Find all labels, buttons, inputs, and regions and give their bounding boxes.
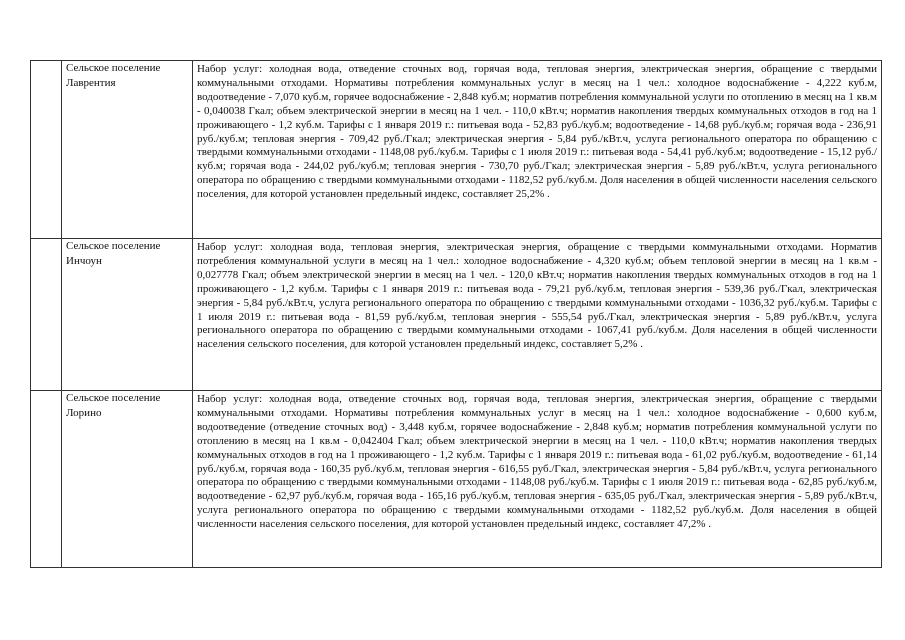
settlement-cell bbox=[62, 239, 193, 391]
settlements-table bbox=[30, 60, 882, 568]
description-cell bbox=[193, 391, 882, 568]
settlement-name: Сельское поселение Лорино bbox=[66, 392, 161, 419]
settlement-description: Набор услуг: холодная вода, отведение сточных вод, горячая вода, тепловая энергия, электрическая энергия, обращение с твердыми коммунальными отходами. Нормативы потребления коммунальных услуг в месяц на 1 чел.: холодное водоснабжение - 4,222 куб.м, водоотведение - 7,070 куб.м, горячее водоснабжение - 2,848 куб.м; норматив потребления коммунальной услуги по отоплению в месяц на 1 кв.м - 0,040038 Гкал; объем электрической энергии в месяц на 1 чел. - 110,0 кВт.ч; норматив накопления твердых коммунальных отходов в год на 1 проживающего - 1,2 куб.м. Тарифы с 1 января 2019 г.: питьевая вода - 52,83 руб./куб.м; водоотведение - 14,68 руб./куб.м; горячая вода - 236,91 руб./куб.м; тепловая энергия - 709,42 руб./Гкал; электрическая энергия - 5,84 руб./кВт.ч, услуга регионального оператора по обращению с твердыми коммунальными отходами - 1148,08 руб./куб.м. Тарифы с 1 июля 2019 г.: питьевая вода - 54,41 руб./куб.м; водоотведение - 15,12 руб./куб.м; горячая вода - 244,02 руб./куб.м; тепловая энергия - 730,70 руб./Гкал; электрическая энергия - 5,89 руб./кВт.ч, услуга регионального оператора по обращению с твердыми коммунальными отходами - 1182,52 руб./куб.м. Доля населения в общей численности населения сельского поселения, для которой установлен предельный индекс, составляет 25,2% . bbox=[197, 63, 877, 201]
table-row bbox=[31, 61, 882, 239]
description-cell bbox=[193, 239, 882, 391]
settlement-description: Набор услуг: холодная вода, тепловая энергия, электрическая энергия, обращение с твердыми коммунальными отходами. Норматив потребления коммунальной услуги в месяц на 1 чел.: холодное водоснабжение - 4,320 куб.м; объем тепловой энергии в месяц на 1 кв.м - 0,027778 Гкал; объем электрической энергии в месяц на 1 чел. - 120,0 кВт.ч; норматив накопления твердых коммунальных отходов в год на 1 проживающего - 1,2 куб.м. Тарифы с 1 января 2019 г.: питьевая вода - 79,21 руб./куб.м, тепловая энергия - 539,36 руб./Гкал, электрическая энергия - 5,84 руб./кВт.ч, услуга регионального оператора по обращению с твердыми коммунальными отходами - 1036,32 руб./куб.м. Тарифы с 1 июля 2019 г.: питьевая вода - 81,59 руб./куб.м, тепловая энергия - 555,54 руб./Гкал, электрическая энергия - 5,89 руб./кВт.ч, услуга регионального оператора по обращению с твердыми коммунальными отходами - 1067,41 руб./куб.м. Доля населения в общей численности населения сельского поселения, для которой установлен предельный индекс, составляет 5,2% . bbox=[197, 241, 877, 351]
settlement-description: Набор услуг: холодная вода, отведение сточных вод, горячая вода, тепловая энергия, электрическая энергия, обращение с твердыми коммунальными отходами. Нормативы потребления коммунальных услуг в месяц на 1 чел.: холодное водоснабжение - 0,600 куб.м, водоотведение (отведение сточных вод) - 3,448 куб.м, горячее водоснабжение - 2,848 куб.м; норматив потребления коммунальной услуги по отоплению в месяц на 1 кв.м - 0,042404 Гкал; объем электрической энергии в месяц на 1 чел. - 110,0 кВт.ч; норматив накопления твердых коммунальных отходов в год на 1 проживающего - 1,2 куб.м. Тарифы с 1 января 2019 г.: питьевая вода - 61,02 руб./куб.м, водоотведение - 61,14 руб./куб.м, горячая вода - 160,35 руб./куб.м, тепловая энергия - 616,55 руб./Гкал, электрическая энергия - 5,84 руб./кВт.ч, услуга регионального оператора по обращению с твердыми коммунальными отходами - 1148,08 руб./куб.м. Тарифы с 1 июля 2019 г.: питьевая вода - 62,85 руб./куб.м, водоотведение - 62,97 руб./куб.м, горячая вода - 165,16 руб./куб.м, тепловая энергия - 635,05 руб./Гкал, электрическая энергия - 5,89 руб./кВт.ч, услуга регионального оператора по обращению с твердыми коммунальными отходами - 1182,52 руб./куб.м. Доля населения в общей численности населения сельского поселения, для которой установлен предельный индекс, составляет 47,2% . bbox=[197, 393, 877, 531]
settlement-name: Сельское поселение Инчоун bbox=[66, 240, 161, 267]
table-row bbox=[31, 391, 882, 568]
settlement-name: Сельское поселение Лаврентия bbox=[66, 62, 161, 89]
index-cell bbox=[31, 61, 62, 239]
description-cell bbox=[193, 61, 882, 239]
table-row bbox=[31, 239, 882, 391]
index-cell bbox=[31, 391, 62, 568]
settlement-cell bbox=[62, 61, 193, 239]
settlement-cell bbox=[62, 391, 193, 568]
index-cell bbox=[31, 239, 62, 391]
